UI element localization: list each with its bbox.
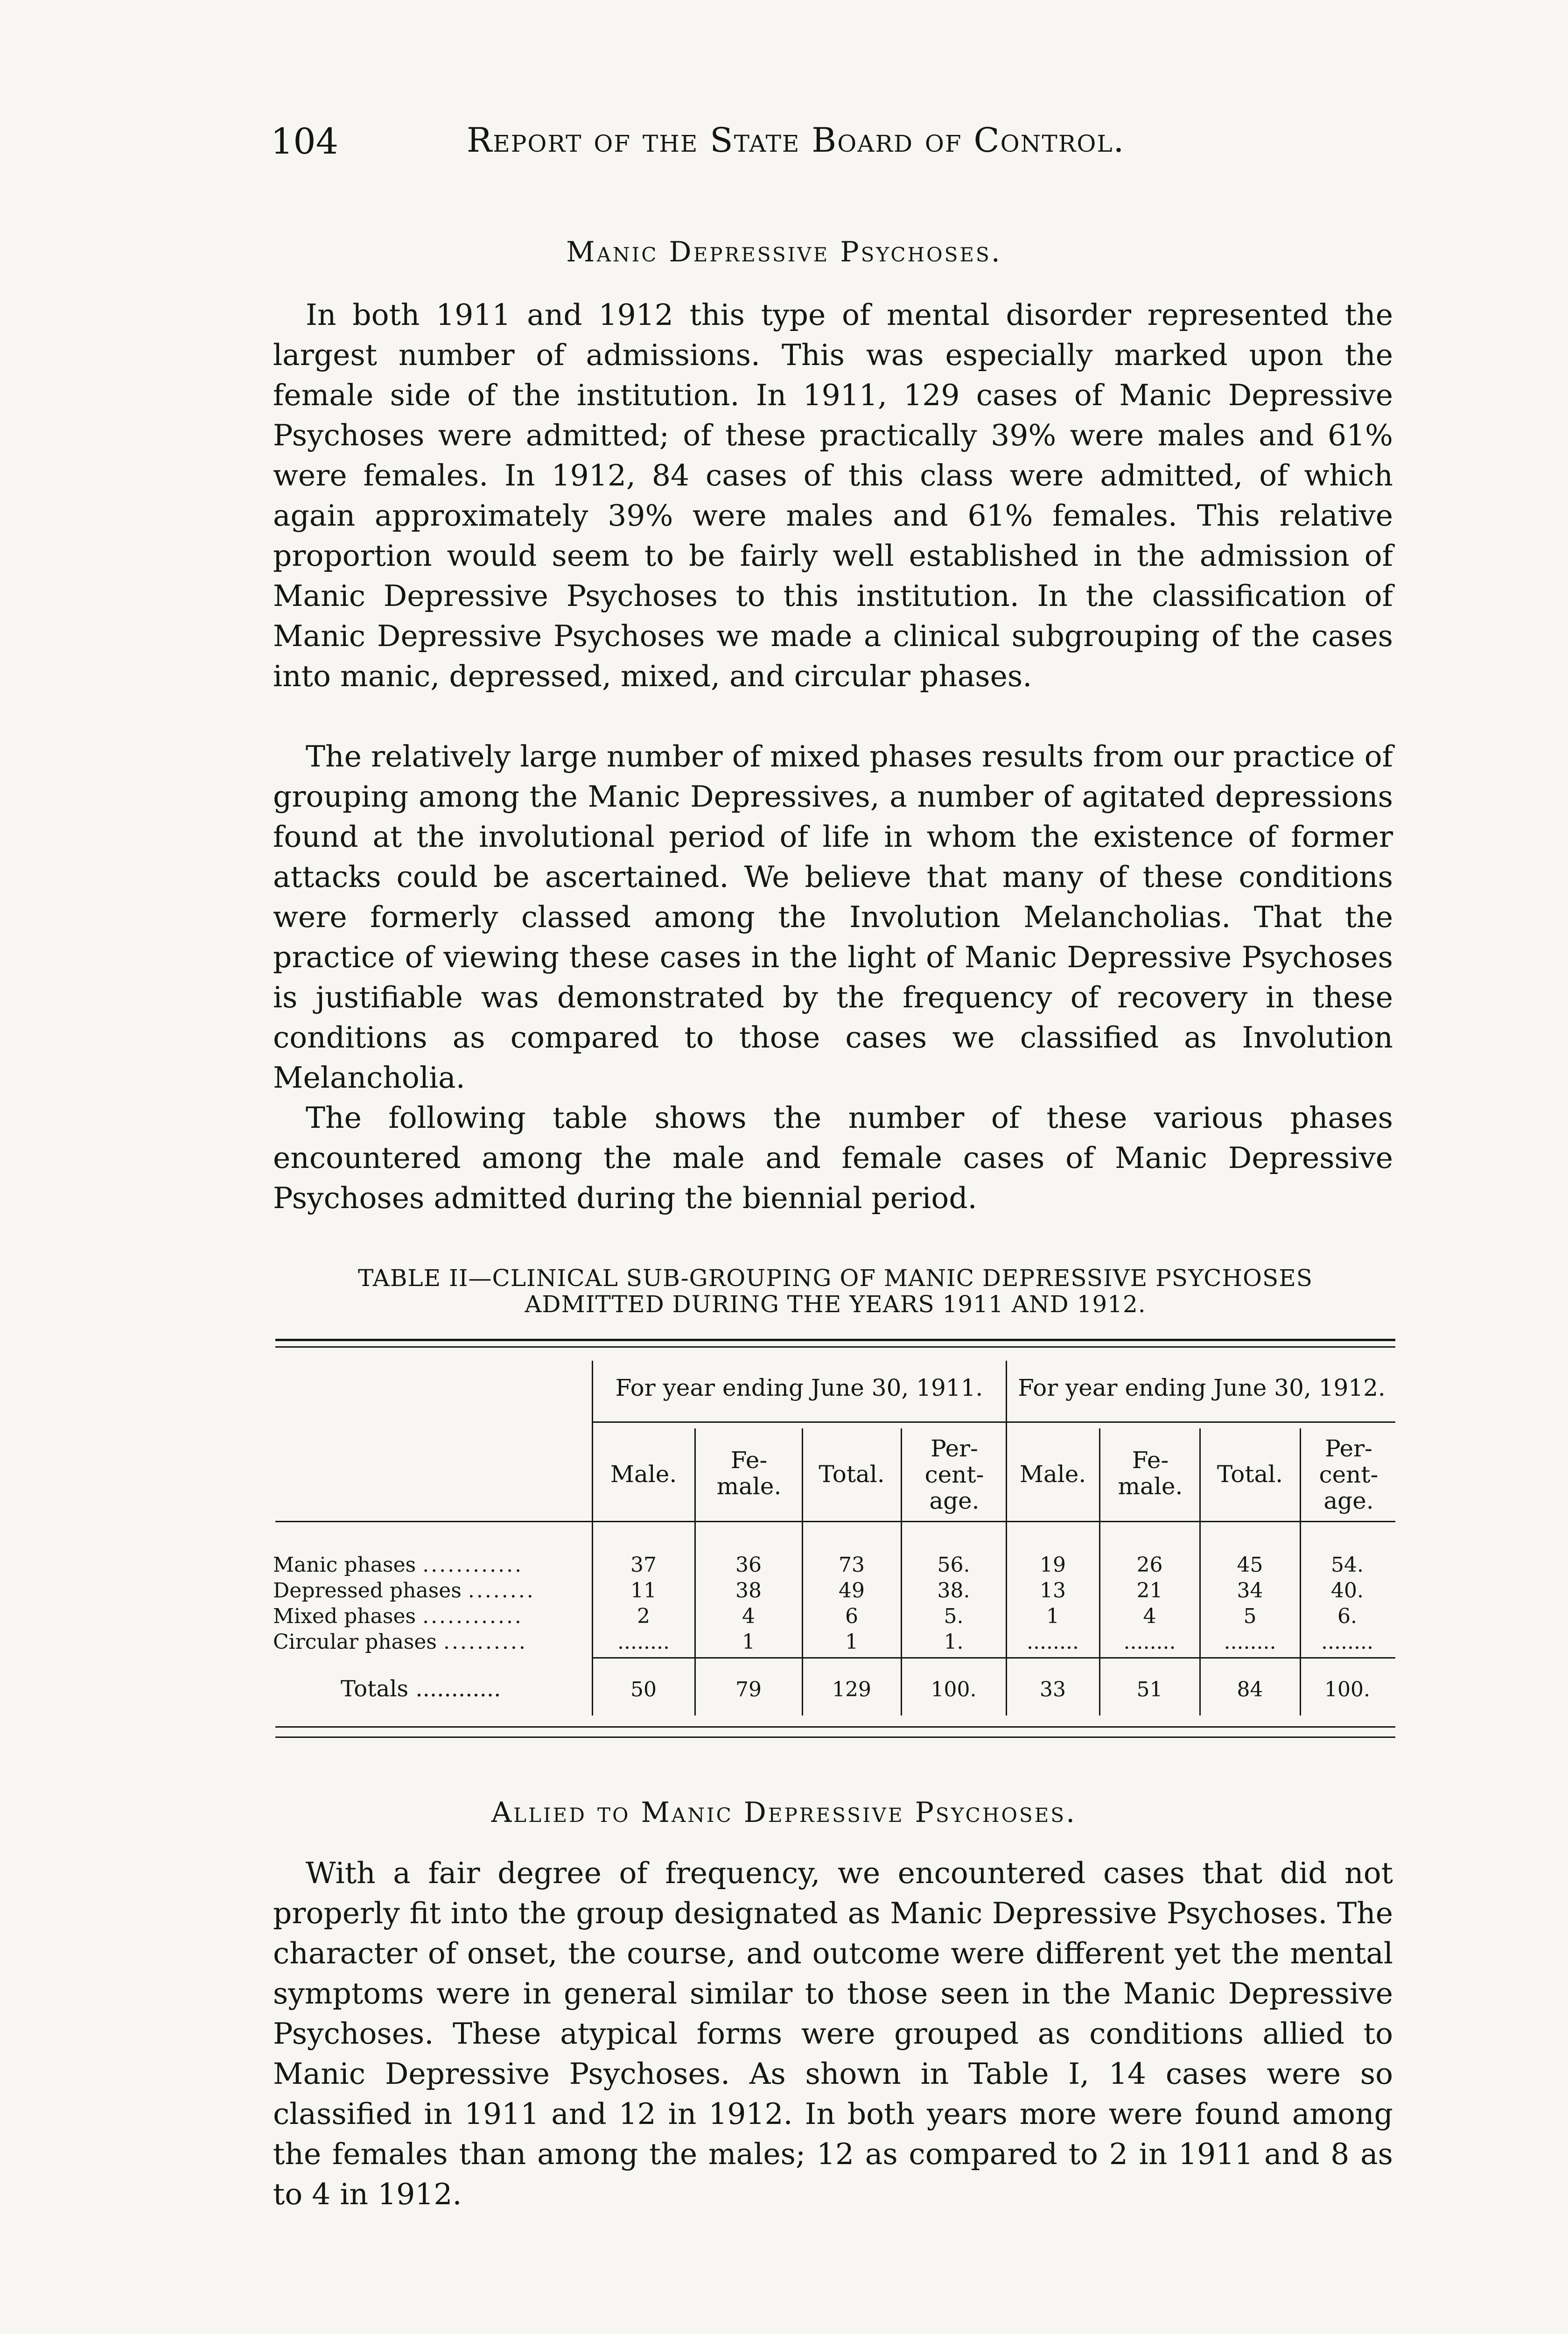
total-cell: 100. <box>931 1678 977 1701</box>
col-header-percent-1911: Per- cent- age. <box>924 1435 984 1514</box>
col-header-total-1911: Total. <box>819 1461 885 1488</box>
cell: 37 <box>630 1553 657 1577</box>
table-bottom-rule <box>275 1726 1395 1728</box>
cell: 6 <box>845 1604 858 1628</box>
paragraph-4: With a fair degree of frequency, we encountered cases that did not properly fit into the group designated as Manic Depressive Psychoses. The character of onset, the course, and outcome were different yet the mental symptoms were in general similar to those seen in the Manic Depressive Psychoses. These atypical forms were grouped as conditions allied to Manic Depressive Psychoses. As shown in Table I, 14 cases were so classified in 1911 and 12 in 1912. In both years more were found among the females than among the males; 12 as compared to 2 in 1911 and 8 as to 4 in 1912. <box>273 1856 1393 2211</box>
cell: ........ <box>617 1630 670 1654</box>
col-header-female-1911: Fe- male. <box>716 1447 782 1500</box>
table-vline-group <box>1006 1361 1007 1715</box>
cell: 11 <box>630 1579 657 1603</box>
cell: ........ <box>1123 1630 1176 1654</box>
cell: ........ <box>1224 1630 1276 1654</box>
cell: 1 <box>1046 1604 1059 1628</box>
cell: 4 <box>1143 1604 1156 1628</box>
cell: 26 <box>1136 1553 1163 1577</box>
cell: 38. <box>937 1579 970 1603</box>
group-header-1911: For year ending June 30, 1911. <box>615 1374 983 1401</box>
cell: 56. <box>937 1553 970 1577</box>
table-caption-line-1: TABLE II—CLINICAL SUB-GROUPING OF MANIC DEPRESSIVE PSYCHOSES <box>357 1265 1313 1292</box>
cell: 38 <box>735 1579 762 1603</box>
cell: 2 <box>637 1604 650 1628</box>
total-cell: 33 <box>1040 1678 1066 1701</box>
cell: 73 <box>839 1553 865 1577</box>
running-head: Report of the State Board of Control. <box>467 120 1125 160</box>
section-title-allied: Allied to Manic Depressive Psychoses. <box>491 1796 1077 1829</box>
cell: 6. <box>1337 1604 1357 1628</box>
table-vline-label <box>592 1361 593 1715</box>
total-cell: 129 <box>832 1678 871 1701</box>
cell: 5 <box>1243 1604 1257 1628</box>
total-cell: 50 <box>630 1678 657 1701</box>
cell: 13 <box>1040 1579 1066 1603</box>
page-number: 104 <box>271 120 339 162</box>
paragraph-1: In both 1911 and 1912 this type of mental disorder represented the largest number of admissions. This was especially marked upon the female side of the institution. In 1911, 129 cases of Manic Depressive Psychoses were admitted; of these practically 39% were males and 61% were females. In 1912, 84 cases of this class were admitted, of which again approximately 39% were males and 61% females. This relative proportion would seem to be fairly well established in the admission of Manic Depressive Psychoses to this institution. In the classification of Manic Depressive Psychoses we made a clinical subgrouping of the cases into manic, depressed, mixed, and circular phases. <box>273 298 1393 693</box>
table-header-underline <box>275 1521 1395 1522</box>
col-header-male-1911: Male. <box>610 1461 677 1488</box>
total-cell: 100. <box>1324 1678 1370 1701</box>
cell: 34 <box>1237 1579 1263 1603</box>
row-label-manic: Manic phases ............ <box>273 1553 524 1577</box>
cell: ........ <box>1027 1630 1079 1654</box>
col-header-female-1912: Fe- male. <box>1118 1447 1183 1500</box>
total-cell: 84 <box>1237 1678 1263 1701</box>
cell: 54. <box>1331 1553 1364 1577</box>
paragraph-2: The relatively large number of mixed phases results from our practice of grouping among the Manic Depressives, a number of agitated depressions found at the involutional period of life in whom the existence of former attacks could be ascertained. We believe that many of these conditions were formerly classed among the Involution Melancholias. That the practice of viewing these cases in the light of Manic Depressive Psychoses is justifiable was demonstrated by the frequency of recovery in these conditions as compared to those cases we classified as Involution Melancholia. <box>273 739 1393 1095</box>
cell: 5. <box>944 1604 964 1628</box>
cell: 1. <box>944 1630 964 1654</box>
paragraph-3: The following table shows the number of these various phases encountered among the male and female cases of Manic Depressive Psychoses admitted during the biennial period. <box>273 1101 1393 1215</box>
page-header <box>271 120 1395 172</box>
row-label-mixed: Mixed phases ............ <box>273 1604 523 1628</box>
cell: 49 <box>839 1579 865 1603</box>
cell: 4 <box>742 1604 755 1628</box>
col-header-total-1912: Total. <box>1217 1461 1283 1488</box>
cell: 21 <box>1136 1579 1163 1603</box>
cell: 1 <box>845 1630 858 1654</box>
table-totals-rule <box>592 1657 1395 1659</box>
cell: 40. <box>1331 1579 1364 1603</box>
table-caption-line-2: ADMITTED DURING THE YEARS 1911 AND 1912. <box>525 1291 1146 1318</box>
table-top-rule-thin <box>275 1346 1395 1348</box>
cell: 19 <box>1040 1553 1066 1577</box>
table-bottom-rule-2 <box>275 1736 1395 1738</box>
section-title-manic-depressive: Manic Depressive Psychoses. <box>566 236 1002 268</box>
table-group-underline <box>592 1421 1395 1423</box>
cell: 36 <box>735 1553 762 1577</box>
cell: 45 <box>1237 1553 1263 1577</box>
total-cell: 51 <box>1136 1678 1163 1701</box>
group-header-1912: For year ending June 30, 1912. <box>1018 1374 1386 1401</box>
col-header-male-1912: Male. <box>1019 1461 1086 1488</box>
row-label-depressed: Depressed phases ........ <box>273 1579 535 1603</box>
col-header-percent-1912: Per- cent- age. <box>1319 1435 1379 1514</box>
table-top-rule <box>275 1339 1395 1341</box>
cell: 1 <box>742 1630 755 1654</box>
table-caption <box>271 1265 1400 1317</box>
row-label-totals: Totals ............ <box>341 1676 501 1702</box>
cell: ........ <box>1321 1630 1373 1654</box>
total-cell: 79 <box>735 1678 762 1701</box>
row-label-circular: Circular phases .......... <box>273 1630 527 1654</box>
